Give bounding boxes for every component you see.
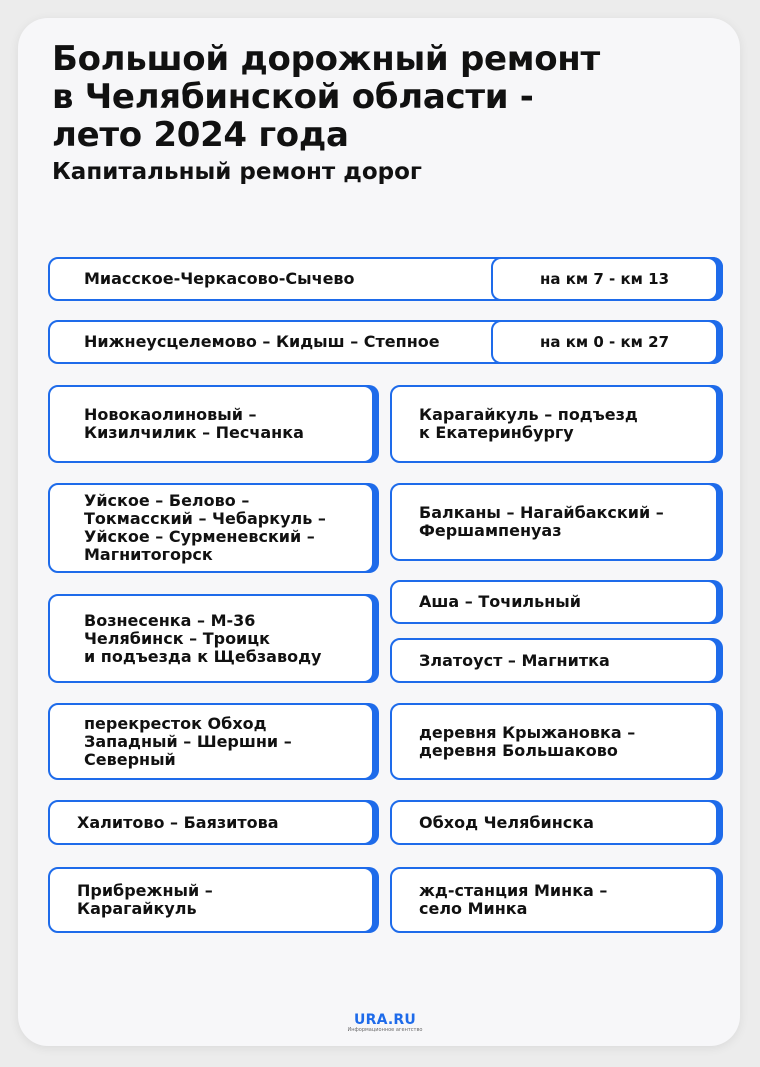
road-name: Миасское-Черкасово-Сычево bbox=[84, 269, 355, 288]
road-box-right-5 bbox=[390, 703, 718, 780]
road-box-left-1 bbox=[48, 385, 374, 463]
road-name: Прибрежный – Карагайкуль bbox=[77, 881, 213, 918]
page-title: Большой дорожный ремонт в Челябинской области - лето 2024 года bbox=[52, 39, 600, 155]
road-name: деревня Крыжановка – деревня Большаково bbox=[419, 722, 636, 760]
road-name: Аша – Точильный bbox=[419, 592, 581, 611]
road-box-right-2 bbox=[390, 483, 718, 561]
km-badge-1 bbox=[491, 257, 718, 301]
road-box-left-2 bbox=[48, 483, 374, 573]
logo-subtitle: Информационное агентство bbox=[347, 1027, 423, 1033]
road-name: перекресток Обход Западный – Шершни – Северный bbox=[84, 713, 292, 769]
km-badge-2 bbox=[491, 320, 718, 364]
km-range: на км 0 - км 27 bbox=[539, 333, 670, 351]
road-name: Новокаолиновый – Кизилчилик – Песчанка bbox=[84, 405, 304, 442]
road-name: Нижнеусцелемово – Кидыш – Степное bbox=[84, 332, 440, 351]
road-box-right-6 bbox=[390, 800, 718, 845]
road-box-right-7 bbox=[390, 867, 718, 933]
road-box-left-4 bbox=[48, 703, 374, 780]
road-name: Халитово – Баязитова bbox=[77, 812, 279, 832]
road-box-left-6 bbox=[48, 867, 374, 933]
road-name: Балканы – Нагайбакский – Фершампенуаз bbox=[419, 503, 664, 540]
road-box-right-3 bbox=[390, 580, 718, 624]
road-name: Златоуст – Магнитка bbox=[419, 650, 610, 670]
road-name: Карагайкуль – подъезд к Екатеринбургу bbox=[419, 405, 638, 442]
road-name: Вознесенка – М-36 Челябинск – Троицк и подъезда к Щебзаводу bbox=[84, 610, 322, 666]
page-subtitle: Капитальный ремонт дорог bbox=[52, 159, 422, 185]
km-range: на км 7 - км 13 bbox=[539, 270, 670, 288]
road-box-right-4 bbox=[390, 638, 718, 683]
road-box-left-5 bbox=[48, 800, 374, 845]
road-name: Обход Челябинска bbox=[419, 812, 594, 832]
road-name: жд-станция Минка – село Минка bbox=[419, 881, 608, 918]
road-box-right-1 bbox=[390, 385, 718, 463]
road-box-left-3 bbox=[48, 594, 374, 683]
road-name: Уйское – Белово – Токмасский – Чебаркуль – Уйское – Сурменевский – Магнитогорск bbox=[84, 491, 326, 564]
ura-ru-logo bbox=[330, 1012, 440, 1033]
logo-text: URA.RU bbox=[354, 1012, 416, 1028]
